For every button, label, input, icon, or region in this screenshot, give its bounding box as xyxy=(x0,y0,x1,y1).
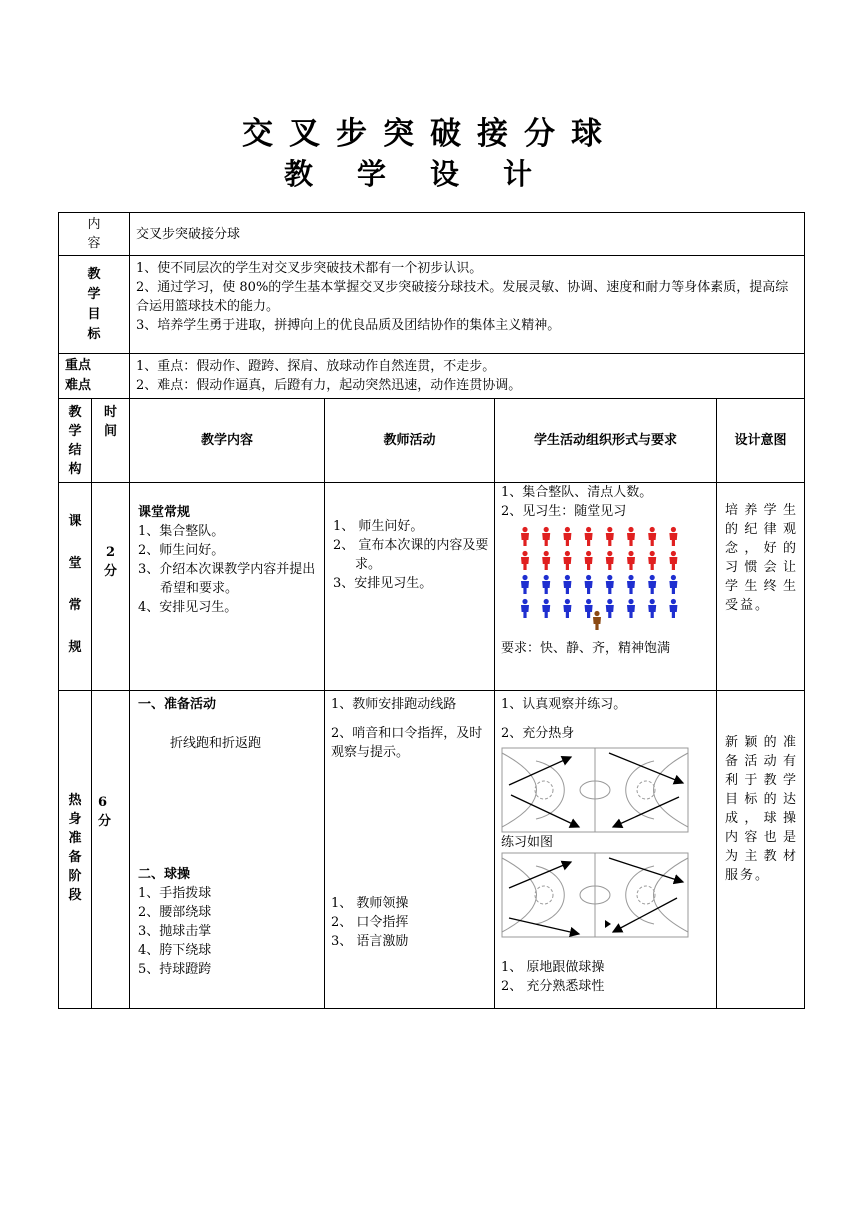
header-design-intent: 设计意图 xyxy=(734,433,787,448)
drill-teacher-item: 2、 口令指挥 xyxy=(331,915,409,930)
student-figure-icon xyxy=(563,599,571,618)
section-warmup-time: 6分 xyxy=(98,795,112,829)
header-teacher-activity: 教师活动 xyxy=(383,433,436,448)
formation-diagram xyxy=(521,525,691,631)
goal-item: 3、培养学生勇于进取，拼搏向上的优良品质及团结协作的集体主义精神。 xyxy=(136,318,561,333)
student-figure-icon xyxy=(627,575,635,594)
student-figure-icon xyxy=(669,575,677,594)
student-figure-icon xyxy=(563,527,571,546)
header-time: 时间 xyxy=(103,405,117,439)
content-row xyxy=(59,213,805,256)
student-figure-icon xyxy=(542,575,550,594)
ball-drill-item: 3、抛球击掌 xyxy=(138,924,212,939)
student-figure-icon xyxy=(563,575,571,594)
student-figure-icon xyxy=(542,527,550,546)
goal-item: 2、通过学习，使 80%的学生基本掌握交叉步突破接分球技术。发展灵敏、协调、速度和耐力等身体素质，提高综合运用篮球技术的能力。 xyxy=(136,280,789,314)
warmup-student-item: 2、充分热身 xyxy=(501,726,575,741)
routine-content-item: 1、集合整队。 xyxy=(138,524,225,539)
warmup-teacher-item: 1、教师安排跑动线路 xyxy=(331,697,457,712)
routine-content-item: 2、师生问好。 xyxy=(138,543,225,558)
student-figure-icon xyxy=(563,551,571,570)
ball-drill-item: 4、胯下绕球 xyxy=(138,943,212,958)
keypoints-label: 重点难点 xyxy=(65,358,92,393)
student-figure-icon xyxy=(521,575,529,594)
student-figure-icon xyxy=(669,599,677,618)
routine-student-item: 1、集合整队、清点人数。 xyxy=(501,485,653,500)
content-label: 内容 xyxy=(87,217,101,251)
content-text: 交叉步突破接分球 xyxy=(136,226,241,242)
drill-teacher-item: 1、 教师领操 xyxy=(331,896,409,911)
routine-content-item: 3、介绍本次课教学内容并提出希望和要求。 xyxy=(138,562,316,596)
student-figure-icon xyxy=(648,575,656,594)
keypoint-item: 1、重点：假动作、蹬跨、探肩、放球动作自然连贯，不走步。 xyxy=(136,359,496,374)
routine-student-item: 2、见习生：随堂见习 xyxy=(501,504,627,519)
ball-drill-item: 5、持球蹬跨 xyxy=(138,962,212,977)
routine-teacher-item: 1、 师生问好。 xyxy=(333,519,424,534)
ball-drill-item: 1、手指拨球 xyxy=(138,886,212,901)
student-figure-icon xyxy=(585,551,593,570)
keypoints-row xyxy=(59,354,805,399)
document-title: 交叉步突破接分球 xyxy=(242,116,618,152)
section-warmup-label: 热身准备阶段 xyxy=(68,793,82,903)
routine-design-intent: 培养学生的纪律观念，好的习惯会让学生终生受益。 xyxy=(725,503,799,613)
goal-item: 1、使不同层次的学生对交叉步突破技术都有一个初步认识。 xyxy=(136,261,483,276)
student-figure-icon xyxy=(585,599,593,618)
student-figure-icon xyxy=(542,599,550,618)
student-figure-icon xyxy=(669,527,677,546)
student-figure-icon xyxy=(627,551,635,570)
keypoint-item: 2、难点：假动作逼真，后蹬有力，起动突然迅速，动作连贯协调。 xyxy=(136,378,522,393)
student-figure-icon xyxy=(606,551,614,570)
student-figure-icon xyxy=(585,575,593,594)
drill-teacher-item: 3、 语言激励 xyxy=(331,934,409,949)
student-figure-icon xyxy=(606,527,614,546)
zigzag-run-court-diagram xyxy=(501,747,689,833)
student-figure-icon xyxy=(606,575,614,594)
student-figure-icon xyxy=(627,599,635,618)
student-figure-icon xyxy=(648,527,656,546)
student-figure-icon xyxy=(521,527,529,546)
warmup-design-intent: 新颖的准备活动有利于教学目标的达成，球操内容也是为主教材服务。 xyxy=(725,735,799,883)
section-warmup-row xyxy=(59,691,805,1009)
routine-teacher-item: 2、 宣布本次课的内容及要求。 xyxy=(333,538,489,572)
warmup-content-sub: 折线跑和折返跑 xyxy=(170,736,262,751)
student-figure-icon xyxy=(606,599,614,618)
teacher-figure-icon xyxy=(593,611,601,630)
student-figure-icon xyxy=(542,551,550,570)
section-routine-time: 2分 xyxy=(103,545,117,579)
routine-student-requirement: 要求：快、静、齐，精神饱满 xyxy=(501,641,671,656)
structure-header-row xyxy=(59,399,805,483)
routine-content-item: 4、安排见习生。 xyxy=(138,600,238,615)
student-figure-icon xyxy=(521,551,529,570)
shuttle-run-court-diagram xyxy=(501,852,689,938)
section-routine-label: 课堂常规 xyxy=(68,514,82,655)
section-routine-row xyxy=(59,483,805,691)
student-figure-icon xyxy=(669,551,677,570)
student-figure-icon xyxy=(648,599,656,618)
routine-teacher-item: 3、安排见习生。 xyxy=(333,576,433,591)
header-teaching-content: 教学内容 xyxy=(200,433,253,448)
ball-drill-title: 二、球操 xyxy=(138,867,191,882)
warmup-teacher-item: 2、哨音和口令指挥，及时观察与提示。 xyxy=(331,726,483,760)
warmup-student-caption: 练习如图 xyxy=(501,835,554,850)
goals-label: 教学目标 xyxy=(87,266,101,342)
warmup-student-item: 1、认真观察并练习。 xyxy=(501,697,627,712)
student-figure-icon xyxy=(627,527,635,546)
header-student-activity: 学生活动组织形式与要求 xyxy=(533,433,677,448)
drill-student-item: 1、 原地跟做球操 xyxy=(501,960,605,975)
warmup-content-title: 一、准备活动 xyxy=(138,697,217,712)
drill-student-item: 2、 充分熟悉球性 xyxy=(501,979,605,994)
routine-content-title: 课堂常规 xyxy=(138,505,191,520)
student-figure-icon xyxy=(521,599,529,618)
ball-drill-item: 2、腰部绕球 xyxy=(138,905,212,920)
student-figure-icon xyxy=(585,527,593,546)
document-subtitle: 教学设计 xyxy=(283,157,576,191)
student-figure-icon xyxy=(648,551,656,570)
header-structure: 教学结构 xyxy=(68,404,82,477)
goals-row xyxy=(59,256,805,354)
lesson-plan-table xyxy=(58,212,805,1009)
